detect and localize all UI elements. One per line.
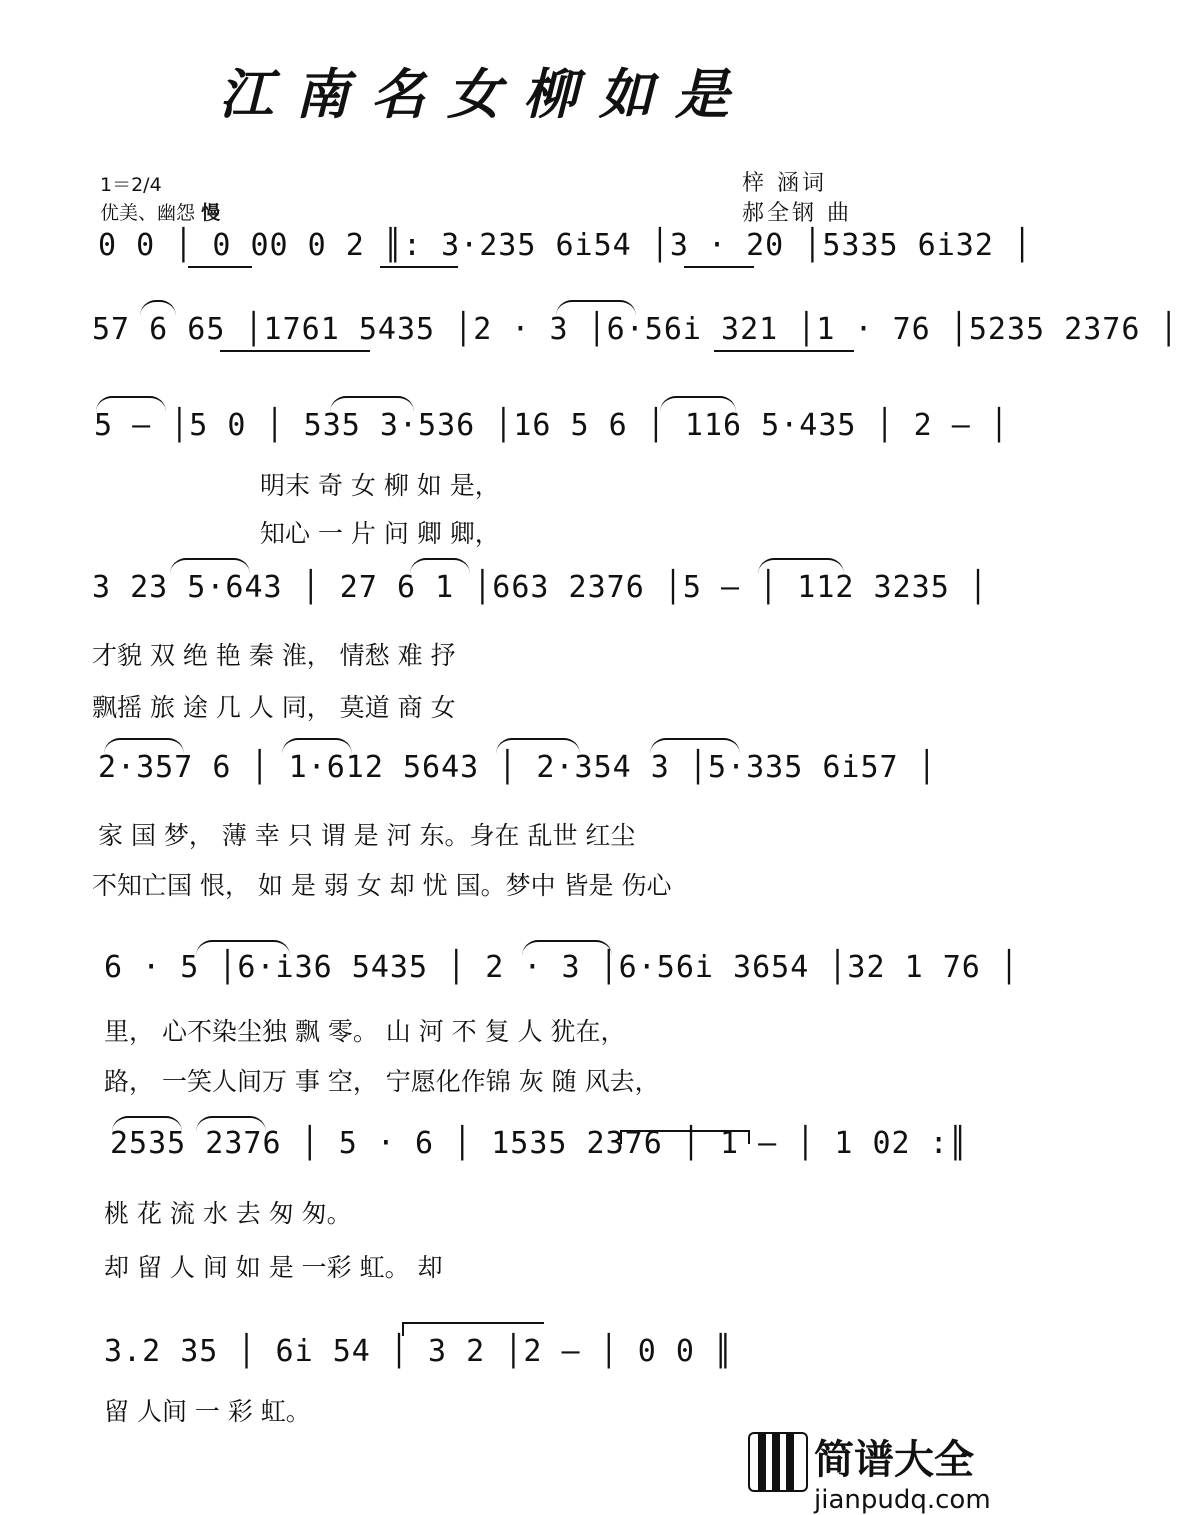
- slur-mark: [660, 396, 736, 412]
- tempo-marking: 慢: [201, 202, 221, 224]
- slur-mark: [170, 558, 250, 574]
- slur-mark: [650, 738, 740, 754]
- lyricist-credit: 梓 涵词: [742, 171, 827, 196]
- slur-mark: [196, 940, 290, 956]
- lyric-row-3-verse-1: 明末 奇 女 柳 如 是，: [260, 471, 500, 500]
- slur-mark: [556, 300, 636, 316]
- lyric-row-3-verse-2: 知心 一 片 问 卿 卿，: [260, 519, 500, 548]
- score-row-4: 3 23 5·643 │ 27 6 1 │663 2376 │5 – │ 112 3235 │: [92, 570, 988, 605]
- page-title: 江南名女柳如是: [219, 62, 751, 126]
- score-row-8: 3.2 35 │ 6i 54 │ 3 2 │2 – │ 0 0 ║: [104, 1334, 734, 1369]
- underline-mark: [188, 266, 252, 268]
- slur-mark: [196, 1116, 266, 1132]
- score-row-3: 5 – │5 0 │ 535 3·536 │16 5 6 │ 116 5·435 │ 2 – │: [94, 408, 1009, 443]
- score-row-7: 2535 2376 │ 5 · 6 │ 1535 2376 │ 1 – │ 1 02 :║: [110, 1126, 968, 1161]
- slur-mark: [104, 738, 184, 754]
- slur-mark: [112, 1116, 182, 1132]
- watermark-name: 简谱大全: [814, 1437, 974, 1483]
- score-row-5: 2·357 6 │ 1·612 5643 │ 2·354 3 │5·335 6i57 │: [98, 750, 937, 785]
- score-row-1: 0 0 │ 0 00 0 2 ║: 3·235 6i54 │3 · 20 │5335 6i32 │: [98, 228, 1033, 263]
- lyric-row-6-verse-1: 里， 心不染尘独 飘 零。 山 河 不 复 人 犹在，: [104, 1017, 626, 1046]
- watermark-url: jianpudq.com: [814, 1485, 991, 1515]
- underline-mark: [220, 350, 370, 352]
- lyric-row-5-verse-2: 不知亡国 恨， 如 是 弱 女 却 忧 国。梦中 皆是 伤心: [92, 871, 672, 900]
- score-row-2: 57 6 65 │1761 5435 │2 · 3 │6·56i 321 │1 · 76 │5235 2376 │: [92, 312, 1179, 347]
- slur-mark: [140, 300, 176, 316]
- slur-mark: [496, 738, 580, 754]
- slur-mark: [282, 738, 352, 754]
- underline-mark: [714, 350, 854, 352]
- mood-text: 优美、幽怨: [100, 202, 196, 224]
- lyric-row-5-verse-1: 家 国 梦， 薄 幸 只 谓 是 河 东。身在 乱世 红尘: [98, 821, 636, 850]
- composer-credit: 郝全钢 曲: [742, 201, 852, 226]
- underline-mark: [684, 266, 754, 268]
- mood-marking: [100, 198, 220, 225]
- slur-mark: [330, 396, 414, 412]
- slur-mark: [758, 558, 844, 574]
- lyric-row-7-verse-2: 却 留 人 间 如 是 一彩 虹。 却: [104, 1253, 443, 1282]
- lyric-row-7-verse-1: 桃 花 流 水 去 匆 匆。: [104, 1199, 352, 1228]
- lyric-row-4-verse-1: 才貌 双 绝 艳 秦 淮， 情愁 难 抒: [92, 641, 456, 670]
- volta-bracket: [402, 1322, 544, 1336]
- score-row-6: 6 · 5 │6·i36 5435 │ 2 · 3 │6·56i 3654 │32 1 76 │: [104, 950, 1019, 985]
- lyric-row-4-verse-2: 飘摇 旅 途 几 人 同， 莫道 商 女: [92, 693, 456, 722]
- lyric-row-6-verse-2: 路， 一笑人间万 事 空， 宁愿化作锦 灰 随 风去，: [104, 1067, 660, 1096]
- volta-bracket: [620, 1130, 750, 1144]
- slur-mark: [522, 940, 612, 956]
- key-signature: 1＝2/4: [100, 174, 162, 196]
- piano-logo-icon: [748, 1432, 808, 1492]
- slur-mark: [96, 396, 166, 412]
- lyric-row-8-verse-1: 留 人间 一 彩 虹。: [104, 1397, 311, 1426]
- watermark: [814, 1428, 991, 1515]
- underline-mark: [380, 266, 458, 268]
- slur-mark: [410, 558, 470, 574]
